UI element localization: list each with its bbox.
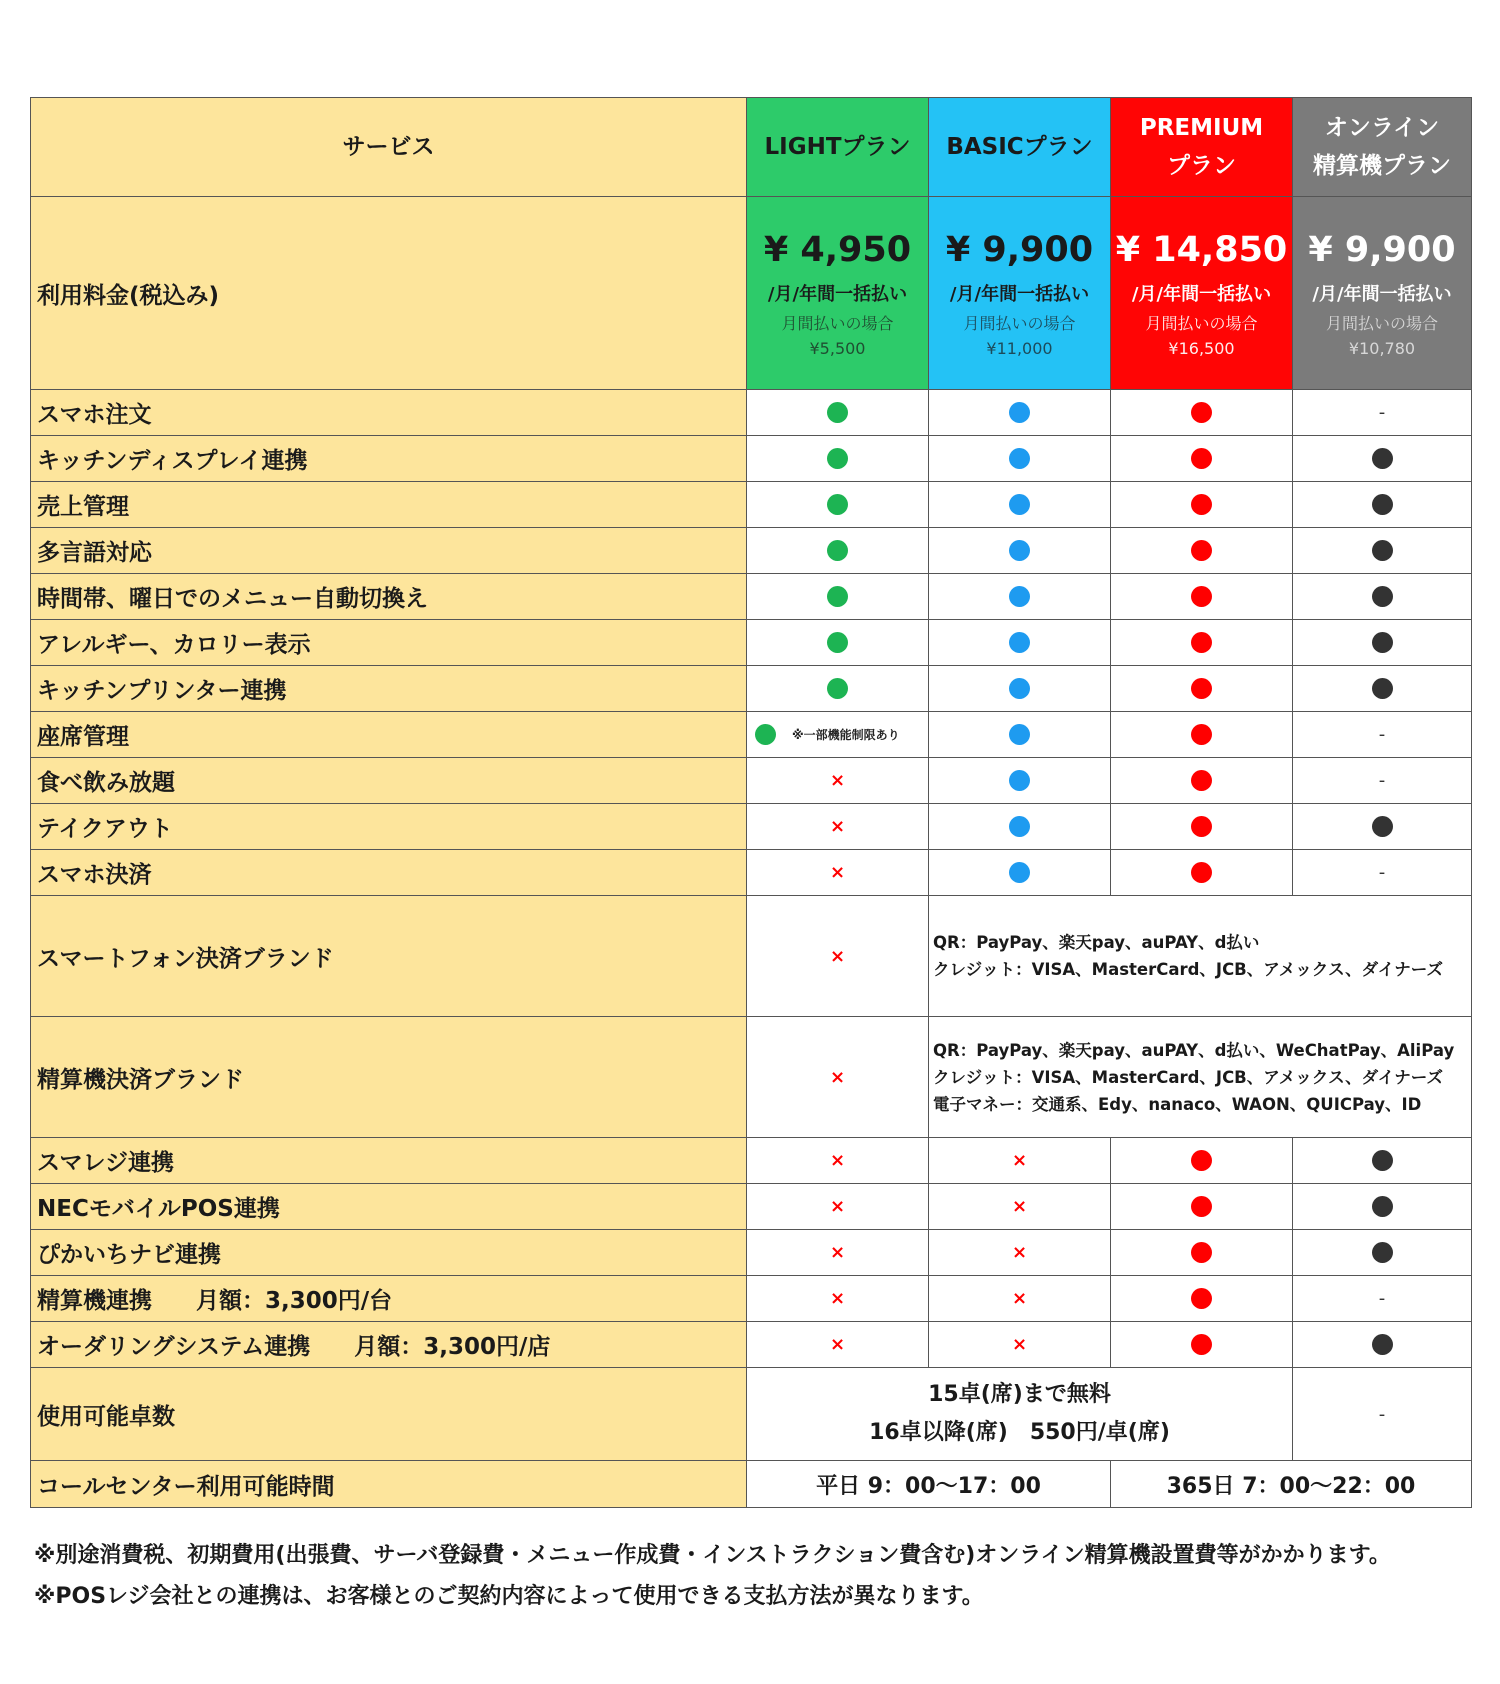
basic-unavailable-cross: × <box>1011 1242 1028 1263</box>
feature-label: キッチンプリンター連携 <box>37 678 287 704</box>
online-cell <box>1293 1322 1472 1368</box>
light-available-dot-icon <box>827 402 848 423</box>
feature-label: キッチンディスプレイ連携 <box>37 448 308 474</box>
brand-line: 電子マネー：交通系、Edy、nanaco、WAON、QUICPay、ID <box>933 1094 1422 1114</box>
online-not-applicable-dash: - <box>1378 1288 1386 1309</box>
footnotes <box>34 1535 1474 1617</box>
feature-row <box>31 804 1472 850</box>
online-available-dot-icon <box>1372 632 1393 653</box>
basic-cell <box>929 1230 1111 1276</box>
light-cell <box>747 482 929 528</box>
online-not-applicable-dash: - <box>1378 724 1386 745</box>
light-cell <box>747 1230 929 1276</box>
online-available-dot-icon <box>1372 1334 1393 1355</box>
light-cell <box>747 436 929 482</box>
feature-name <box>31 1276 747 1322</box>
basic-available-dot-icon <box>1009 724 1030 745</box>
premium-cell <box>1111 758 1293 804</box>
light-monthly-price: ¥5,500 <box>809 339 866 358</box>
premium-available-dot-icon <box>1191 494 1212 515</box>
feature-row <box>31 850 1472 896</box>
premium-price: ¥ 14,850 <box>1115 230 1288 270</box>
basic-monthly-price: ¥11,000 <box>986 339 1053 358</box>
light-cell <box>747 1184 929 1230</box>
feature-label: オーダリングシステム連携 <box>37 1334 311 1360</box>
feature-name <box>31 436 747 482</box>
premium-cell <box>1111 666 1293 712</box>
premium-available-dot-icon <box>1191 770 1212 791</box>
premium-available-dot-icon <box>1191 402 1212 423</box>
premium-price-unit: /月/年間一括払い <box>1131 284 1272 305</box>
premium-available-dot-icon <box>1191 448 1212 469</box>
basic-plan-header: BASICプラン <box>929 98 1111 197</box>
online-cell <box>1293 804 1472 850</box>
online-available-dot-icon <box>1372 1242 1393 1263</box>
feature-row <box>31 712 1472 758</box>
online-plan-header-line2: 精算機プラン <box>1313 153 1451 179</box>
basic-cell <box>929 804 1111 850</box>
online-available-dot-icon <box>1372 1150 1393 1171</box>
feature-row <box>31 1322 1472 1368</box>
light-monthly-label: 月間払いの場合 <box>781 314 894 333</box>
online-price-unit: /月/年間一括払い <box>1312 284 1452 305</box>
header-row <box>31 98 1472 197</box>
light-unavailable-cross: × <box>829 945 846 967</box>
basic-cell <box>929 574 1111 620</box>
basic-available-dot-icon <box>1009 586 1030 607</box>
premium-cell <box>1111 1276 1293 1322</box>
premium-cell <box>1111 436 1293 482</box>
service-header: サービス <box>31 98 747 197</box>
brand-line: クレジット：VISA、MasterCard、JCB、アメックス、ダイナーズ <box>933 960 1443 979</box>
feature-name <box>31 1322 747 1368</box>
online-price-cell <box>1293 197 1472 390</box>
feature-row <box>31 620 1472 666</box>
basic-cell <box>929 390 1111 436</box>
premium-cell <box>1111 1230 1293 1276</box>
basic-available-dot-icon <box>1009 402 1030 423</box>
brand-line: QR：PayPay、楽天pay、auPAY、d払い <box>933 933 1260 952</box>
feature-name <box>31 574 747 620</box>
pricing-row <box>31 197 1472 390</box>
light-cell <box>747 758 929 804</box>
light-unavailable-cross: × <box>829 862 846 883</box>
light-cell <box>747 666 929 712</box>
premium-monthly-label: 月間払いの場合 <box>1145 314 1258 333</box>
basic-cell <box>929 1184 1111 1230</box>
feature-row <box>31 1184 1472 1230</box>
online-cell <box>1293 436 1472 482</box>
feature-name <box>31 758 747 804</box>
online-cell <box>1293 574 1472 620</box>
premium-monthly-price: ¥16,500 <box>1168 339 1235 358</box>
online-available-dot-icon <box>1372 816 1393 837</box>
seats-row <box>31 1368 1472 1461</box>
premium-cell <box>1111 574 1293 620</box>
feature-name <box>31 850 747 896</box>
online-cell <box>1293 1138 1472 1184</box>
basic-available-dot-icon <box>1009 816 1030 837</box>
light-unavailable-cross: × <box>829 1288 846 1309</box>
light-cell <box>747 390 929 436</box>
basic-cell <box>929 666 1111 712</box>
basic-cell <box>929 482 1111 528</box>
feature-row <box>31 528 1472 574</box>
basic-cell <box>929 1138 1111 1184</box>
online-available-dot-icon <box>1372 586 1393 607</box>
feature-label: 売上管理 <box>37 494 129 520</box>
basic-available-dot-icon <box>1009 494 1030 515</box>
smartphone-brands-list <box>929 896 1472 1017</box>
feature-name <box>31 482 747 528</box>
premium-available-dot-icon <box>1191 540 1212 561</box>
basic-unavailable-cross: × <box>1011 1196 1028 1217</box>
online-available-dot-icon <box>1372 540 1393 561</box>
basic-unavailable-cross: × <box>1011 1288 1028 1309</box>
premium-cell <box>1111 528 1293 574</box>
footnote-2: ※POSレジ会社との連携は、お客様とのご契約内容によって使用できる支払方法が異なります。 <box>34 1584 984 1609</box>
premium-price-cell <box>1111 197 1293 390</box>
basic-cell <box>929 1276 1111 1322</box>
light-available-dot-icon <box>755 724 776 745</box>
footnote-1: ※別途消費税、初期費用(出張費、サーバ登録費・メニュー作成費・インストラクション費含む)オンライン精算機設置費等がかかります。 <box>34 1543 1391 1568</box>
online-available-dot-icon <box>1372 448 1393 469</box>
smartphone-brands-row <box>31 896 1472 1017</box>
light-unavailable-cross: × <box>829 1196 846 1217</box>
premium-available-dot-icon <box>1191 1196 1212 1217</box>
light-unavailable-cross: × <box>829 770 846 791</box>
premium-cell <box>1111 620 1293 666</box>
basic-price-unit: /月/年間一括払い <box>949 284 1090 305</box>
call-center-row <box>31 1461 1472 1508</box>
basic-available-dot-icon <box>1009 632 1030 653</box>
premium-available-dot-icon <box>1191 1242 1212 1263</box>
feature-name: スマートフォン決済ブランド <box>31 896 747 1017</box>
light-cell <box>747 712 929 758</box>
feature-label: ぴかいちナビ連携 <box>37 1242 221 1268</box>
online-plan-header-line1: オンライン <box>1324 115 1440 141</box>
feature-monthly-fee: 月額：3,300円/台 <box>196 1288 393 1314</box>
basic-available-dot-icon <box>1009 678 1030 699</box>
feature-name: 精算機決済ブランド <box>31 1017 747 1138</box>
premium-available-dot-icon <box>1191 678 1212 699</box>
online-cell <box>1293 1276 1472 1322</box>
online-monthly-price: ¥10,780 <box>1348 339 1416 358</box>
online-cell <box>1293 1230 1472 1276</box>
premium-available-dot-icon <box>1191 1334 1212 1355</box>
basic-cell <box>929 850 1111 896</box>
premium-cell <box>1111 1138 1293 1184</box>
basic-monthly-label: 月間払いの場合 <box>963 314 1076 333</box>
premium-cell <box>1111 1184 1293 1230</box>
light-cell <box>747 1276 929 1322</box>
premium-cell <box>1111 804 1293 850</box>
feature-row <box>31 1230 1472 1276</box>
online-cell <box>1293 1184 1472 1230</box>
basic-unavailable-cross: × <box>1011 1150 1028 1171</box>
seats-label: 使用可能卓数 <box>31 1368 747 1461</box>
premium-cell <box>1111 850 1293 896</box>
feature-name <box>31 528 747 574</box>
feature-label: スマホ注文 <box>37 402 152 428</box>
light-cell <box>747 804 929 850</box>
online-cell <box>1293 758 1472 804</box>
basic-cell <box>929 712 1111 758</box>
feature-label: 時間帯、曜日でのメニュー自動切換え <box>37 586 428 612</box>
premium-available-dot-icon <box>1191 632 1212 653</box>
basic-available-dot-icon <box>1009 448 1030 469</box>
premium-plan-header <box>1111 98 1293 197</box>
premium-available-dot-icon <box>1191 816 1212 837</box>
light-plan-header: LIGHTプラン <box>747 98 929 197</box>
basic-available-dot-icon <box>1009 862 1030 883</box>
light-unavailable-cross: × <box>829 1150 846 1171</box>
premium-available-dot-icon <box>1191 1150 1212 1171</box>
light-available-dot-icon <box>827 678 848 699</box>
seats-pricing <box>747 1368 1293 1461</box>
feature-monthly-fee: 月額：3,300円/店 <box>354 1334 551 1360</box>
light-available-dot-icon <box>827 632 848 653</box>
call-center-allweek-hours: 365日 7：00〜22：00 <box>1111 1461 1472 1508</box>
online-cell <box>1293 712 1472 758</box>
light-cell <box>747 896 929 1017</box>
premium-cell <box>1111 712 1293 758</box>
light-cell <box>747 574 929 620</box>
call-center-weekday-hours: 平日 9：00〜17：00 <box>747 1461 1111 1508</box>
feature-row <box>31 1276 1472 1322</box>
feature-label: スマレジ連携 <box>37 1150 174 1176</box>
light-cell <box>747 1017 929 1138</box>
feature-label: 食べ飲み放題 <box>37 770 175 796</box>
online-not-applicable-dash: - <box>1378 1403 1386 1425</box>
online-cell <box>1293 620 1472 666</box>
feature-row <box>31 390 1472 436</box>
online-cell <box>1293 390 1472 436</box>
feature-row <box>31 436 1472 482</box>
basic-available-dot-icon <box>1009 770 1030 791</box>
online-plan-header <box>1293 98 1472 197</box>
feature-label: 精算機連携 <box>37 1288 152 1314</box>
premium-plan-header-line2: プラン <box>1167 153 1236 179</box>
online-available-dot-icon <box>1372 678 1393 699</box>
terminal-brands-row <box>31 1017 1472 1138</box>
light-unavailable-cross: × <box>829 816 846 837</box>
basic-cell <box>929 620 1111 666</box>
feature-name <box>31 712 747 758</box>
feature-name <box>31 666 747 712</box>
light-available-dot-icon <box>827 448 848 469</box>
online-monthly-label: 月間払いの場合 <box>1325 314 1438 333</box>
brand-line: QR：PayPay、楽天pay、auPAY、d払い、WeChatPay、AliPay <box>933 1040 1455 1060</box>
feature-row <box>31 574 1472 620</box>
basic-price-cell <box>929 197 1111 390</box>
light-unavailable-cross: × <box>829 1066 846 1088</box>
premium-plan-header-line1: PREMIUM <box>1139 115 1264 141</box>
light-price: ¥ 4,950 <box>763 230 912 270</box>
premium-cell <box>1111 390 1293 436</box>
light-price-cell <box>747 197 929 390</box>
feature-row <box>31 666 1472 712</box>
feature-label: 座席管理 <box>37 724 129 750</box>
feature-label: テイクアウト <box>37 816 173 842</box>
premium-cell <box>1111 482 1293 528</box>
basic-available-dot-icon <box>1009 540 1030 561</box>
online-cell <box>1293 482 1472 528</box>
premium-available-dot-icon <box>1191 724 1212 745</box>
feature-name <box>31 390 747 436</box>
partial-restriction-note: ※一部機能制限あり <box>792 728 900 742</box>
basic-cell <box>929 436 1111 482</box>
light-cell <box>747 620 929 666</box>
basic-cell <box>929 1322 1111 1368</box>
feature-row <box>31 1138 1472 1184</box>
call-center-label: コールセンター利用可能時間 <box>31 1461 747 1508</box>
seats-extra-line: 16卓以降(席) 550円/卓(席) <box>869 1420 1170 1445</box>
premium-available-dot-icon <box>1191 1288 1212 1309</box>
online-price: ¥ 9,900 <box>1308 230 1456 270</box>
feature-name <box>31 804 747 850</box>
feature-row <box>31 758 1472 804</box>
brand-line: クレジット：VISA、MasterCard、JCB、アメックス、ダイナーズ <box>933 1067 1443 1087</box>
feature-label: スマホ決済 <box>37 862 152 888</box>
online-not-applicable-dash: - <box>1378 402 1386 423</box>
light-partial-availability <box>747 724 928 745</box>
online-available-dot-icon <box>1372 1196 1393 1217</box>
feature-label: アレルギー、カロリー表示 <box>37 632 311 658</box>
light-available-dot-icon <box>827 494 848 515</box>
premium-available-dot-icon <box>1191 586 1212 607</box>
feature-name <box>31 620 747 666</box>
basic-price: ¥ 9,900 <box>945 230 1094 270</box>
feature-label: NECモバイルPOS連携 <box>37 1196 280 1222</box>
feature-row <box>31 482 1472 528</box>
feature-label: 多言語対応 <box>37 540 152 566</box>
light-unavailable-cross: × <box>829 1242 846 1263</box>
seats-free-line: 15卓(席)まで無料 <box>928 1382 1111 1407</box>
light-cell <box>747 528 929 574</box>
online-cell <box>1293 666 1472 712</box>
feature-name <box>31 1230 747 1276</box>
light-cell <box>747 1138 929 1184</box>
feature-name <box>31 1138 747 1184</box>
light-price-unit: /月/年間一括払い <box>767 284 908 305</box>
online-not-applicable-dash: - <box>1378 770 1386 791</box>
basic-cell <box>929 758 1111 804</box>
premium-available-dot-icon <box>1191 862 1212 883</box>
light-unavailable-cross: × <box>829 1334 846 1355</box>
basic-unavailable-cross: × <box>1011 1334 1028 1355</box>
online-not-applicable-dash: - <box>1378 862 1386 883</box>
online-cell <box>1293 850 1472 896</box>
online-cell <box>1293 1368 1472 1461</box>
pricing-label: 利用料金(税込み) <box>31 197 747 390</box>
plan-comparison-table <box>30 97 1472 1508</box>
online-cell <box>1293 528 1472 574</box>
light-cell <box>747 850 929 896</box>
light-available-dot-icon <box>827 586 848 607</box>
basic-cell <box>929 528 1111 574</box>
terminal-brands-list <box>929 1017 1472 1138</box>
feature-name <box>31 1184 747 1230</box>
premium-cell <box>1111 1322 1293 1368</box>
light-cell <box>747 1322 929 1368</box>
light-available-dot-icon <box>827 540 848 561</box>
online-available-dot-icon <box>1372 494 1393 515</box>
